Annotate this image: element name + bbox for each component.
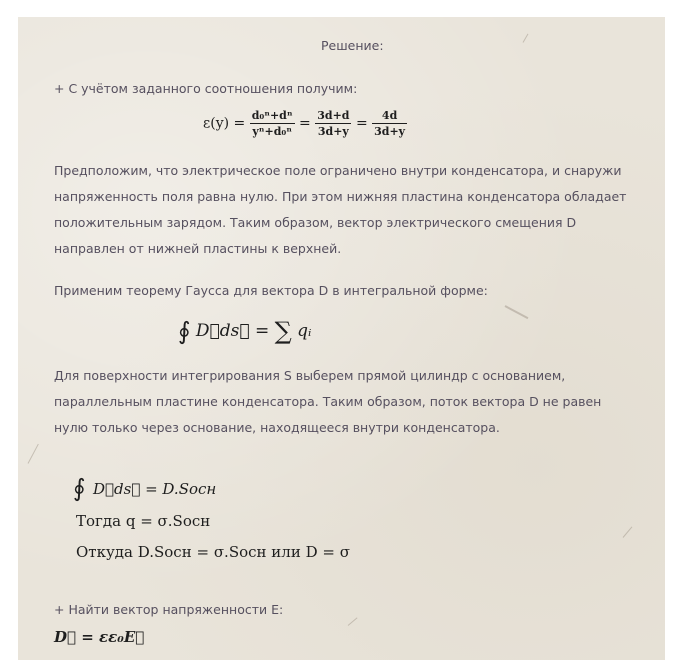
- paragraph-line: параллельным пластине конденсатора. Таким образом, поток вектора D не равен: [54, 394, 602, 409]
- gauss-formula: [178, 317, 311, 345]
- derivation-line-3: Откуда D.Sосн = σ.Sосн или D = σ: [76, 543, 350, 561]
- paper-scratch: [523, 34, 529, 43]
- fraction-1-numerator: d₀ⁿ+dⁿ: [251, 109, 293, 122]
- fraction-1: [250, 109, 295, 138]
- sum-symbol: ∑: [274, 317, 292, 345]
- find-e-line: + Найти вектор напряженности E:: [54, 602, 284, 617]
- paragraph-line: положительным зарядом. Таким образом, вектор электрического смещения D: [54, 215, 577, 230]
- equals-sign: =: [299, 115, 311, 132]
- paragraph-line: напряженность поля равна нулю. При этом нижняя пластина конденсатора обладает: [54, 189, 627, 204]
- paper-scratch: [28, 444, 39, 464]
- paragraph-line: нулю только через основание, находящееся внутри конденсатора.: [54, 420, 500, 435]
- epsilon-formula: [203, 109, 407, 138]
- equals-sign: =: [355, 115, 368, 132]
- gauss-intro: Применим теорему Гаусса для вектора D в интегральной форме:: [54, 283, 488, 298]
- fraction-2-denominator: 3d+y: [317, 125, 349, 138]
- document-paper: [18, 17, 665, 660]
- contour-integral-symbol: ∮: [178, 317, 191, 345]
- fraction-3-numerator: 4d: [372, 109, 407, 124]
- intro-line: + С учётом заданного соотношения получим:: [54, 81, 358, 96]
- paper-scratch: [623, 526, 633, 537]
- paragraph-assumption: [54, 158, 626, 262]
- derivation-line-2: Тогда q = σ.Sосн: [76, 512, 211, 530]
- derivation-integral-symbol: ∮: [73, 474, 86, 502]
- final-formula: D⃗ = εε₀E⃗: [54, 628, 145, 646]
- charge-sum-term: qᵢ: [297, 321, 312, 341]
- gauss-integrand: D⃗ds⃗: [195, 321, 250, 341]
- fraction-1-denominator: yⁿ+d₀ⁿ: [252, 125, 292, 138]
- solution-title: Решение:: [321, 38, 384, 53]
- epsilon-lhs: ε(y) =: [203, 115, 246, 132]
- fraction-3-denominator: 3d+y: [374, 125, 406, 138]
- paper-scratch: [505, 305, 529, 319]
- paragraph-line: Предположим, что электрическое поле ограничено внутри конденсатора, и снаружи: [54, 163, 622, 178]
- equals-sign: =: [254, 321, 270, 341]
- derivation-line-1: D⃗ds⃗ = D.Sосн: [93, 480, 217, 498]
- fraction-2-numerator: 3d+d: [317, 109, 350, 122]
- paragraph-surface: [54, 363, 601, 441]
- fraction-2: [315, 109, 351, 138]
- paper-scratch: [348, 617, 358, 625]
- fraction-3: [372, 109, 407, 138]
- paragraph-line: направлен от нижней пластины к верхней.: [54, 241, 342, 256]
- paragraph-line: Для поверхности интегрирования S выберем прямой цилиндр с основанием,: [54, 368, 566, 383]
